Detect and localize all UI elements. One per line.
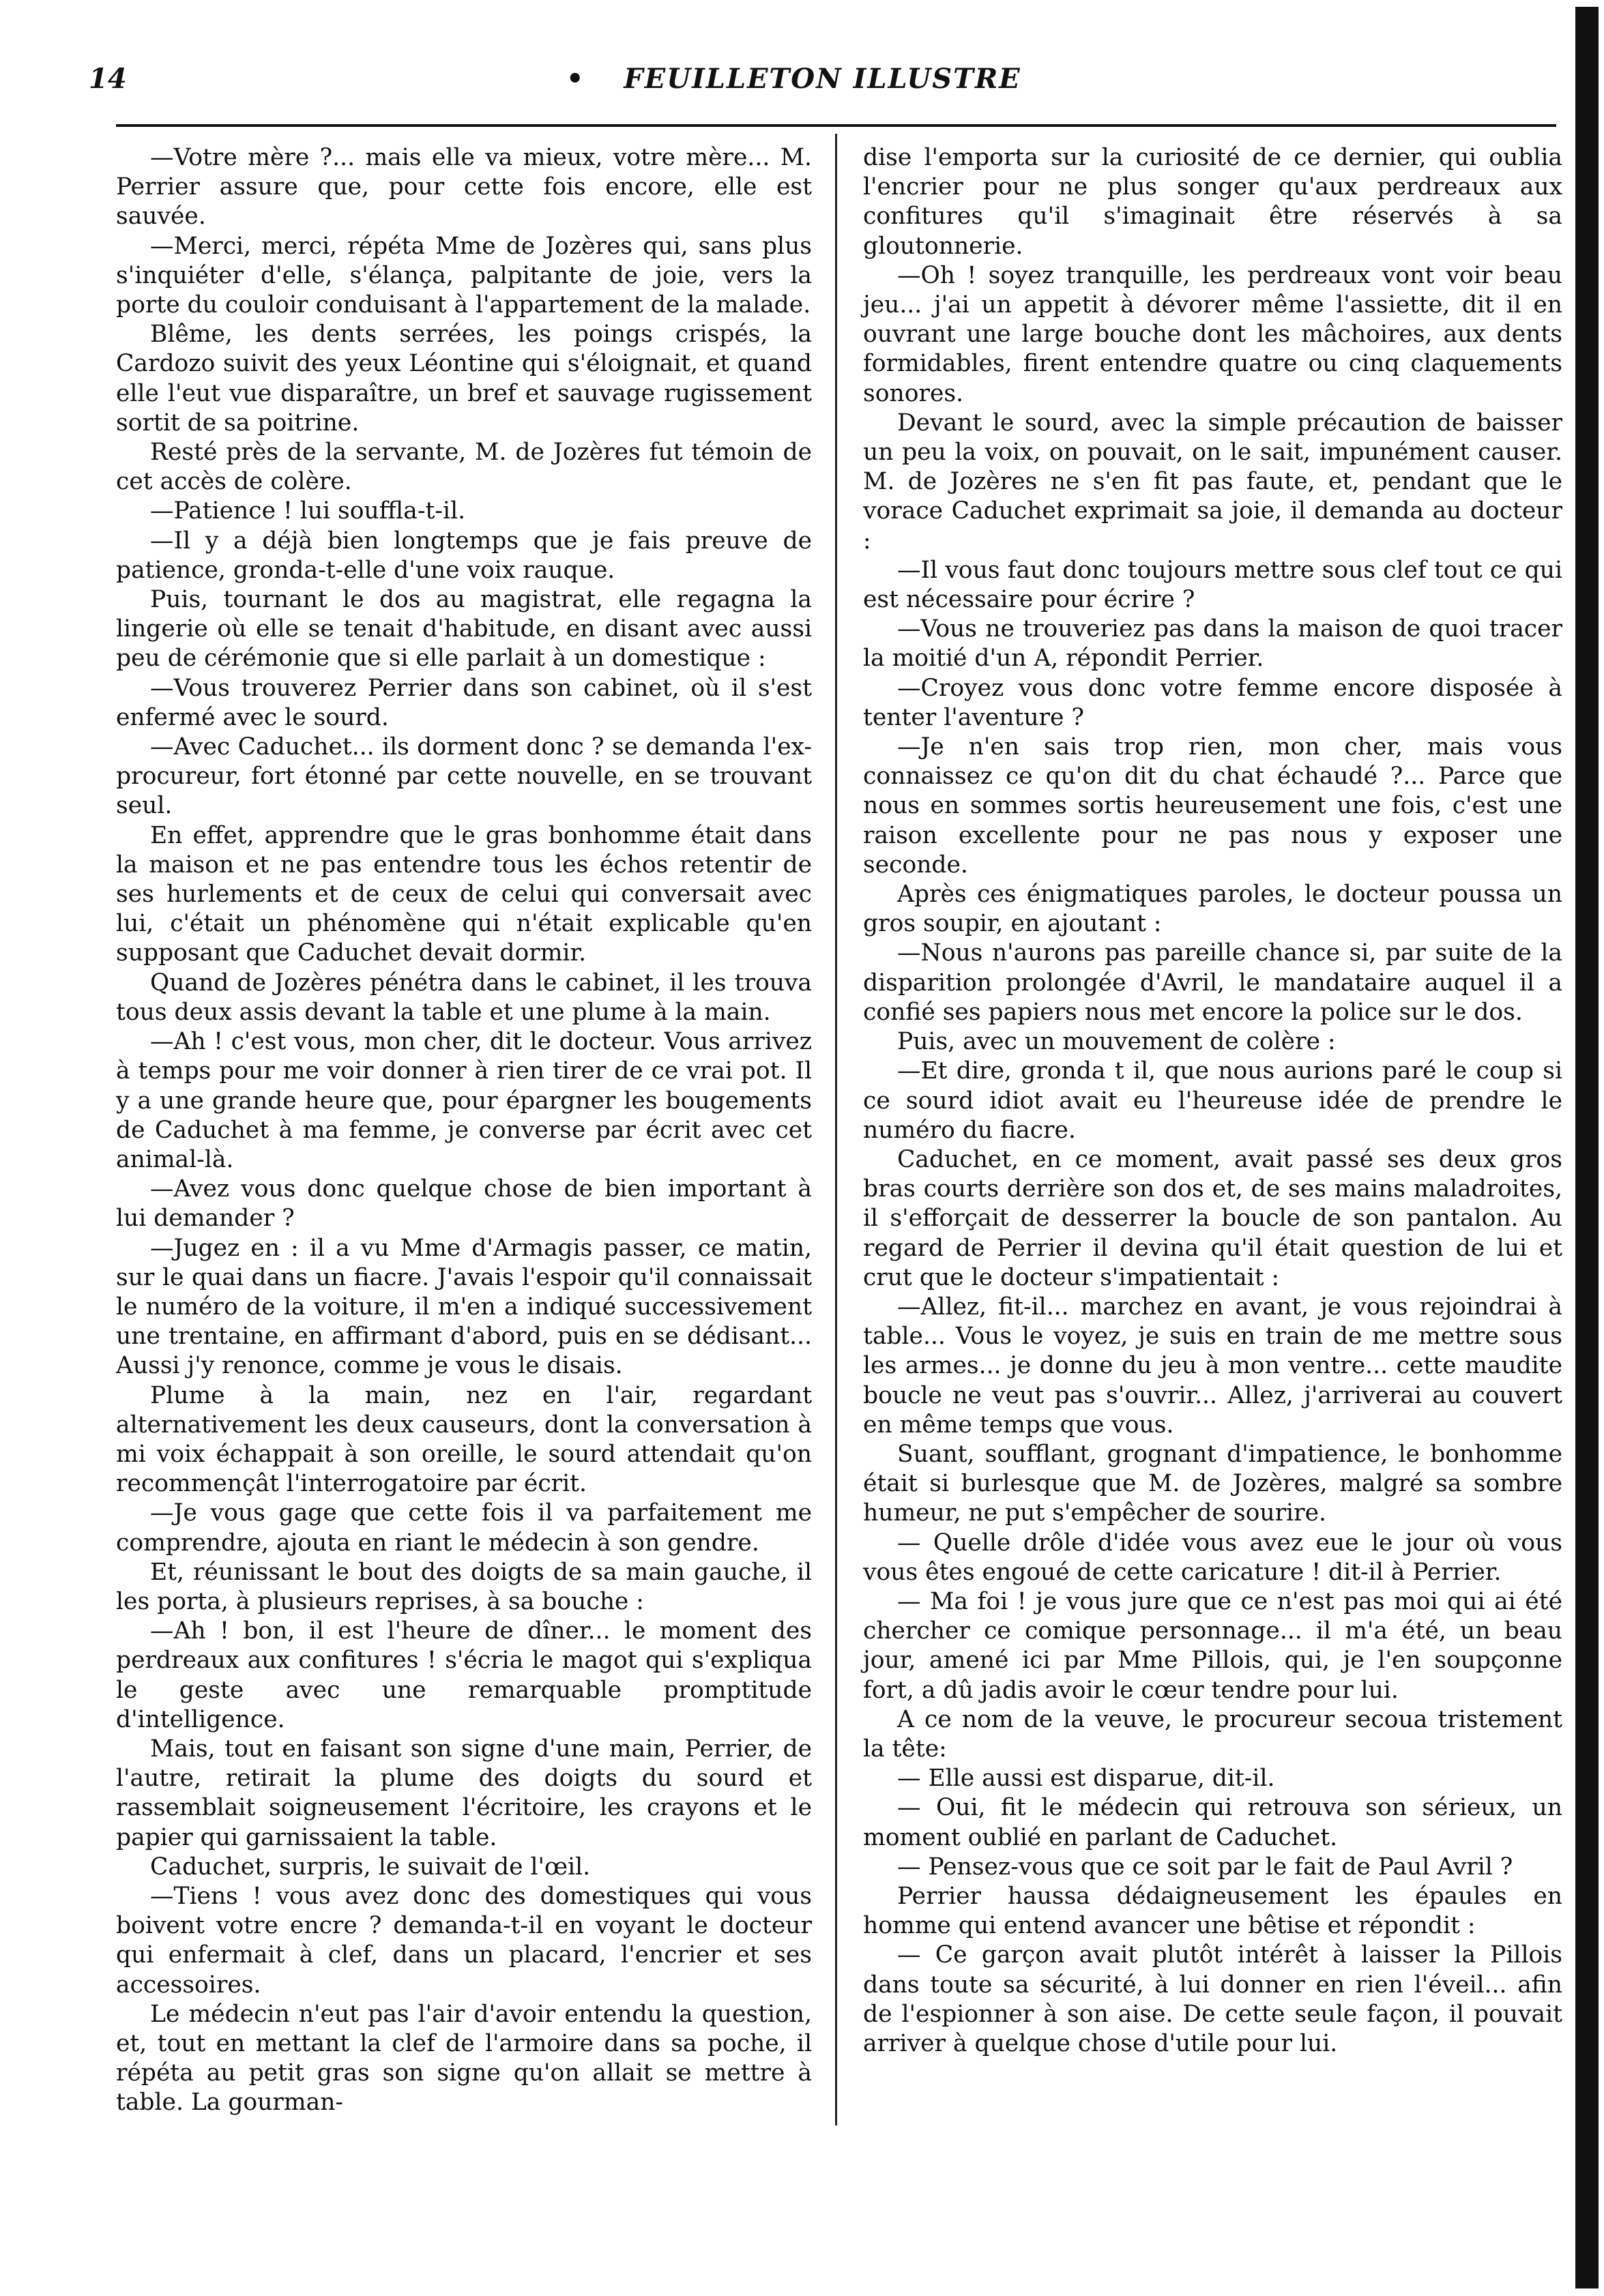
paragraph: —Je n'en sais trop rien, mon cher, mais vous connaissez ce qu'on dit du chat échaudé ?... Parce que nous en sommes sortis heureusement une fois, c'est une raison excellente pour ne pas nous y exposer une seconde. [863, 733, 1562, 879]
paragraph: —Il y a déjà bien longtemps que je fais preuve de patience, gronda-t-elle d'une voix rauque. [116, 527, 812, 584]
paragraph: —Merci, merci, répéta Mme de Jozères qui, sans plus s'inquiéter d'elle, s'élança, palpitante de joie, vers la porte du couloir conduisant à l'appartement de la malade. [116, 232, 812, 319]
paragraph: —Croyez vous donc votre femme encore disposée à tenter l'aventure ? [863, 674, 1562, 731]
paragraph: A ce nom de la veuve, le procureur secoua tristement la tête: [863, 1705, 1562, 1763]
paragraph: —Nous n'aurons pas pareille chance si, par suite de la disparition prolongée d'Avril, le mandataire auquel il a confié ses papiers nous met encore la police sur le dos. [863, 939, 1562, 1026]
paragraph: —Allez, fit-il... marchez en avant, je vous rejoindrai à table... Vous le voyez, je suis en train de me mettre sous les armes... je donne du jeu à mon ventre... cette maudite boucle ne veut pas s'ouvrir... Allez, j'arriverai au couvert en même temps que vous. [863, 1293, 1562, 1439]
paragraph: —Il vous faut donc toujours mettre sous clef tout ce qui est nécessaire pour écrire ? [863, 556, 1562, 614]
paragraph: Caduchet, surpris, le suivait de l'œil. [150, 1853, 591, 1881]
page-edge-shadow [1575, 7, 1599, 2288]
paragraph: —Avez vous donc quelque chose de bien important à lui demander ? [116, 1175, 812, 1233]
paragraph: Et, réunissant le bout des doigts de sa main gauche, il les porta, à plusieurs reprises, à sa bouche : [116, 1558, 812, 1615]
paragraph: Blême, les dents serrées, les poings crispés, la Cardozo suivit des yeux Léontine qui s'éloignait, et quand elle l'eut vue disparaître, un bref et sauvage rugissement sortit de sa poitrine. [116, 321, 812, 437]
paragraph: —Tiens ! vous avez donc des domestiques qui vous boivent votre encre ? demanda-t-il en voyant le docteur qui enfermait à clef, dans un placard, l'encrier et ses accessoires. [116, 1882, 812, 1999]
paragraph: Mais, tout en faisant son signe d'une main, Perrier, de l'autre, retirait la plume des doigts du sourd et rassemblait soigneusement l'écritoire, les crayons et le papier qui garnissaient la table. [116, 1735, 812, 1851]
paragraph: —Vous trouverez Perrier dans son cabinet, où il s'est enfermé avec le sourd. [116, 674, 812, 731]
paragraph: —Avec Caduchet... ils dorment donc ? se demanda l'ex-procureur, fort étonné par cette nouvelle, en se trouvant seul. [116, 733, 812, 820]
paragraph: —Ah ! c'est vous, mon cher, dit le docteur. Vous arrivez à temps pour me voir donner à rien tirer de ce vrai pot. Il y a une grande heure que, pour épargner les bougements de Caduchet à ma femme, je converse par écrit avec cet animal-là. [116, 1028, 812, 1173]
paragraph: —Votre mère ?... mais elle va mieux, votre mère... M. Perrier assure que, pour cette fois encore, elle est sauvée. [116, 144, 812, 231]
paragraph: Puis, avec un mouvement de colère : [897, 1028, 1336, 1056]
paragraph: —Patience ! lui souffla-t-il. [150, 497, 466, 525]
paragraph: Devant le sourd, avec la simple précaution de baisser un peu la voix, on pouvait, on le sait, impunément causer. M. de Jozères ne s'en fit pas faute, et, pendant que le vorace Caduchet exprimait sa joie, il demanda au docteur : [863, 409, 1562, 555]
paragraph: — Oui, fit le médecin qui retrouva son sérieux, un moment oublié en parlant de Caduchet. [863, 1794, 1562, 1851]
left-column [116, 143, 812, 2118]
header-rule [116, 124, 1556, 127]
paragraph: Le médecin n'eut pas l'air d'avoir entendu la question, et, tout en mettant la clef de l'armoire dans sa poche, il répéta au petit gras son signe qu'on allait se mettre à table. La gourman- [116, 2000, 812, 2117]
paragraph: — Pensez-vous que ce soit par le fait de Paul Avril ? [897, 1853, 1513, 1881]
running-title: FEUILLETON ILLUSTRE [624, 63, 1021, 95]
page-number: 14 [89, 63, 127, 95]
column-divider [835, 134, 837, 2125]
paragraph: Puis, tournant le dos au magistrat, elle regagna la lingerie où elle se tenait d'habitude, en disant avec aussi peu de cérémonie que si elle parlait à un domestique : [116, 586, 812, 673]
paragraph: — Ma foi ! je vous jure que ce n'est pas moi qui ai été chercher ce comique personnage... il m'a été, un beau jour, amené ici par Mme Pillois, qui, je l'en soupçonne fort, a dû jadis avoir le cœur tendre pour lui. [863, 1587, 1562, 1704]
paragraph: —Je vous gage que cette fois il va parfaitement me comprendre, ajouta en riant le médecin à son gendre. [116, 1499, 812, 1557]
paragraph: —Vous ne trouveriez pas dans la maison de quoi tracer la moitié d'un A, répondit Perrier. [863, 615, 1562, 673]
paragraph: En effet, apprendre que le gras bonhomme était dans la maison et ne pas entendre tous les échos retentir de ses hurlements et de ceux de celui qui conversait avec lui, c'était un phénomène qui n'était explicable qu'en supposant que Caduchet devait dormir. [116, 821, 812, 967]
paragraph: Plume à la main, nez en l'air, regardant alternativement les deux causeurs, dont la conversation à mi voix échappait à son oreille, le sourd attendait qu'on recommençât l'interrogatoire par écrit. [116, 1381, 812, 1498]
paragraph: — Quelle drôle d'idée vous avez eue le jour où vous vous êtes engoué de cette caricature ! dit-il à Perrier. [863, 1529, 1562, 1586]
paragraph: Perrier haussa dédaigneusement les épaules en homme qui entend avancer une bêtise et répondit : [863, 1882, 1562, 1940]
paragraph: —Jugez en : il a vu Mme d'Armagis passer, ce matin, sur le quai dans un fiacre. J'avais l'espoir qu'il connaissait le numéro de la voiture, il m'en a indiqué successivement une trentaine, en affirmant d'abord, puis en se dédisant... Aussi j'y renonce, comme je vous le disais. [116, 1234, 812, 1380]
paragraph: Suant, soufflant, grognant d'impatience, le bonhomme était si burlesque que M. de Jozères, malgré sa sombre humeur, ne put s'empêcher de sourire. [863, 1440, 1562, 1527]
page-header [89, 63, 1556, 104]
paragraph: —Et dire, gronda t il, que nous aurions paré le coup si ce sourd idiot avait eu l'heureuse idée de prendre le numéro du fiacre. [863, 1057, 1562, 1144]
paragraph: Caduchet, en ce moment, avait passé ses deux gros bras courts derrière son dos et, de ses mains maladroites, il s'efforçait de desserrer la boucle de son pantalon. Au regard de Perrier il devina qu'il était question de lui et crut que le docteur s'impatientait : [863, 1145, 1562, 1291]
paragraph: Après ces énigmatiques paroles, le docteur poussa un gros soupir, en ajoutant : [863, 881, 1562, 938]
paragraph: —Ah ! bon, il est l'heure de dîner... le moment des perdreaux aux confitures ! s'écria le magot qui s'expliqua le geste avec une remarquable promptitude d'intelligence. [116, 1617, 812, 1733]
paragraph-continued: dise l'emporta sur la curiosité de ce dernier, qui oublia l'encrier pour ne plus songer qu'aux perdreaux aux confitures qu'il s'imaginait être réservés à sa gloutonnerie. [863, 144, 1562, 260]
header-bullet: • [566, 63, 584, 95]
right-column [863, 143, 1562, 2059]
paragraph: Quand de Jozères pénétra dans le cabinet, il les trouva tous deux assis devant la table et une plume à la main. [116, 969, 812, 1026]
paragraph: Resté près de la servante, M. de Jozères fut témoin de cet accès de colère. [116, 439, 812, 496]
paragraph: — Elle aussi est disparue, dit-il. [897, 1765, 1275, 1793]
paragraph: — Ce garçon avait plutôt intérêt à laisser la Pillois dans toute sa sécurité, à lui donner en rien l'éveil... afin de l'espionner à son aise. De cette seule façon, il pouvait arriver à quelque chose d'utile pour lui. [863, 1941, 1562, 2057]
paragraph: —Oh ! soyez tranquille, les perdreaux vont voir beau jeu... j'ai un appetit à dévorer même l'assiette, dit il en ouvrant une large bouche dont les mâchoires, aux dents formidables, firent entendre quatre ou cinq claquements sonores. [863, 261, 1562, 407]
